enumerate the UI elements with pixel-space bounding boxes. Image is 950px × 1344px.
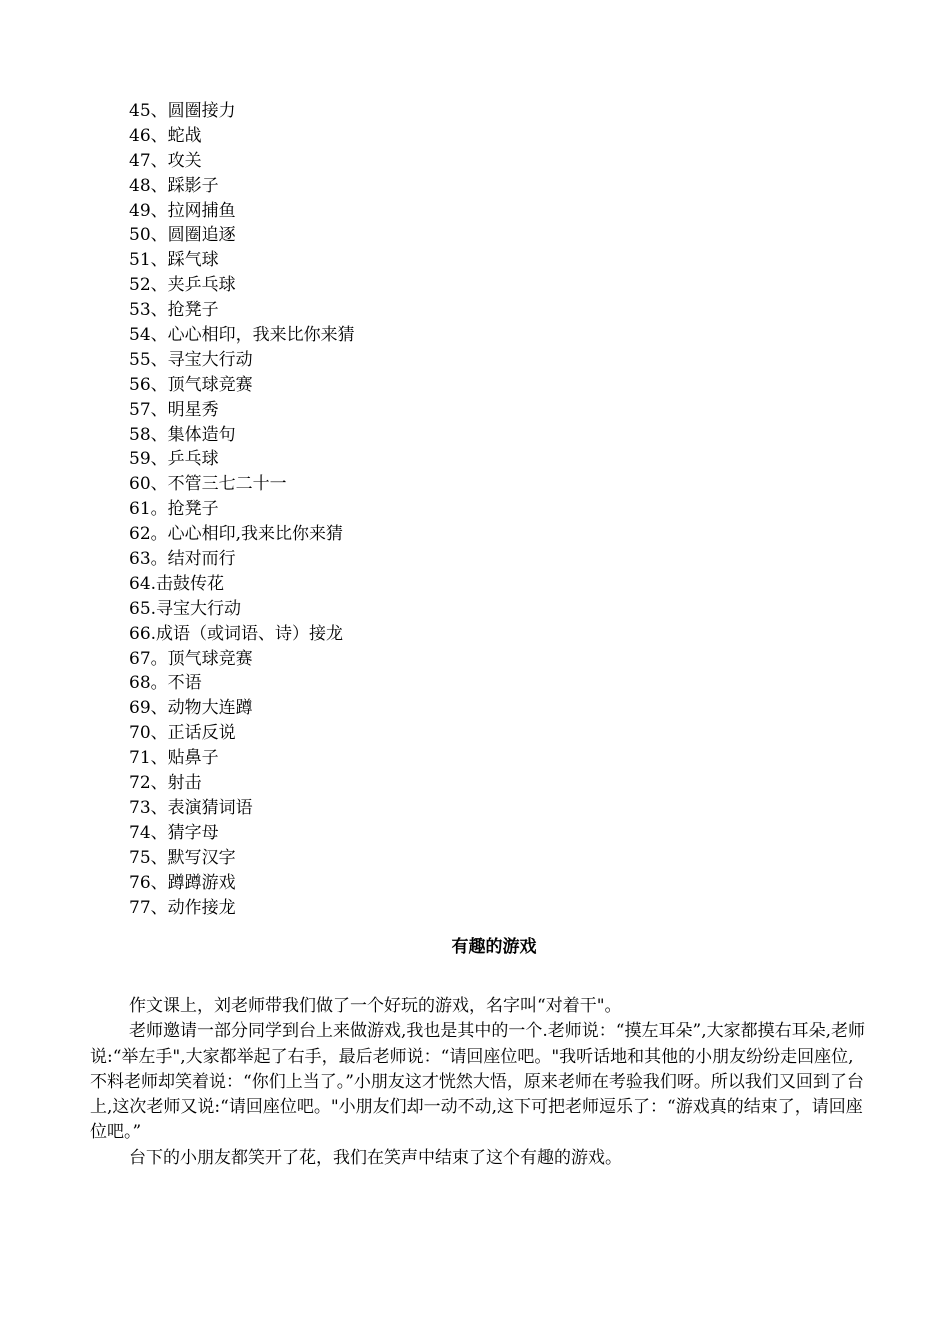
essay-paragraph: 老师邀请一部分同学到台上来做游戏,我也是其中的一个.老师说：“摸左耳朵”,大家都摸右耳朵,老师说:“举左手",大家都举起了右手，最后老师说：“请回座位吧。"我听话地和其他的小朋友纷纷走回座位,不料老师却笑着说：“你们上当了。”小朋友这才恍然大悟，原来老师在考验我们呀。所以我们又回到了台上,这次老师又说:“请回座位吧。"小朋友们却一动不动,这下可把老师逗乐了：“游戏真的结束了，请回座位吧。” <box>90 1021 865 1143</box>
list-item: 76、蹲蹲游戏 <box>129 872 236 893</box>
list-item: 50、圆圈追逐 <box>129 225 236 246</box>
essay-body <box>90 994 865 1171</box>
list-item: 49、拉网捕鱼 <box>129 200 236 221</box>
list-item: 46、蛇战 <box>129 125 202 146</box>
list-item: 51、踩气球 <box>129 250 219 271</box>
list-item: 54、心心相印，我来比你来猜 <box>129 325 355 346</box>
list-item: 68。不语 <box>129 673 202 694</box>
essay-paragraph: 作文课上，刘老师带我们做了一个好玩的游戏，名字叫“对着干"。 <box>129 996 622 1016</box>
list-item: 64.击鼓传花 <box>129 573 225 594</box>
list-item: 73、表演猜词语 <box>129 797 253 818</box>
list-item: 48、踩影子 <box>129 175 219 196</box>
list-item: 72、射击 <box>129 773 202 794</box>
list-item: 52、夹乒乓球 <box>129 275 236 296</box>
essay-title: 有趣的游戏 <box>451 937 537 957</box>
game-list <box>129 99 355 920</box>
list-item: 62。心心相印,我来比你来猜 <box>129 524 344 545</box>
list-item: 55、寻宝大行动 <box>129 349 253 370</box>
list-item: 77、动作接龙 <box>129 897 236 918</box>
list-item: 74、猜字母 <box>129 822 219 843</box>
list-item: 67。顶气球竞赛 <box>129 648 253 669</box>
essay-paragraph: 台下的小朋友都笑开了花，我们在笑声中结束了这个有趣的游戏。 <box>129 1147 622 1168</box>
list-item: 71、贴鼻子 <box>129 748 219 769</box>
list-item: 45、圆圈接力 <box>129 101 236 121</box>
list-item: 57、明星秀 <box>129 399 219 420</box>
list-item: 58、集体造句 <box>129 424 236 445</box>
list-item: 59、乒乓球 <box>129 449 219 470</box>
list-item: 47、攻关 <box>129 150 202 171</box>
list-item: 53、抢凳子 <box>129 300 219 321</box>
list-item: 56、顶气球竞赛 <box>129 374 253 395</box>
list-item: 60、不管三七二十一 <box>129 474 287 495</box>
list-item: 65.寻宝大行动 <box>129 598 242 619</box>
list-item: 63。结对而行 <box>129 549 236 570</box>
list-item: 69、动物大连蹲 <box>129 698 253 719</box>
list-item: 75、默写汉字 <box>129 847 236 868</box>
list-item: 61。抢凳子 <box>129 499 219 520</box>
list-item: 66.成语（或词语、诗）接龙 <box>129 623 344 644</box>
list-item: 70、正话反说 <box>129 723 236 744</box>
